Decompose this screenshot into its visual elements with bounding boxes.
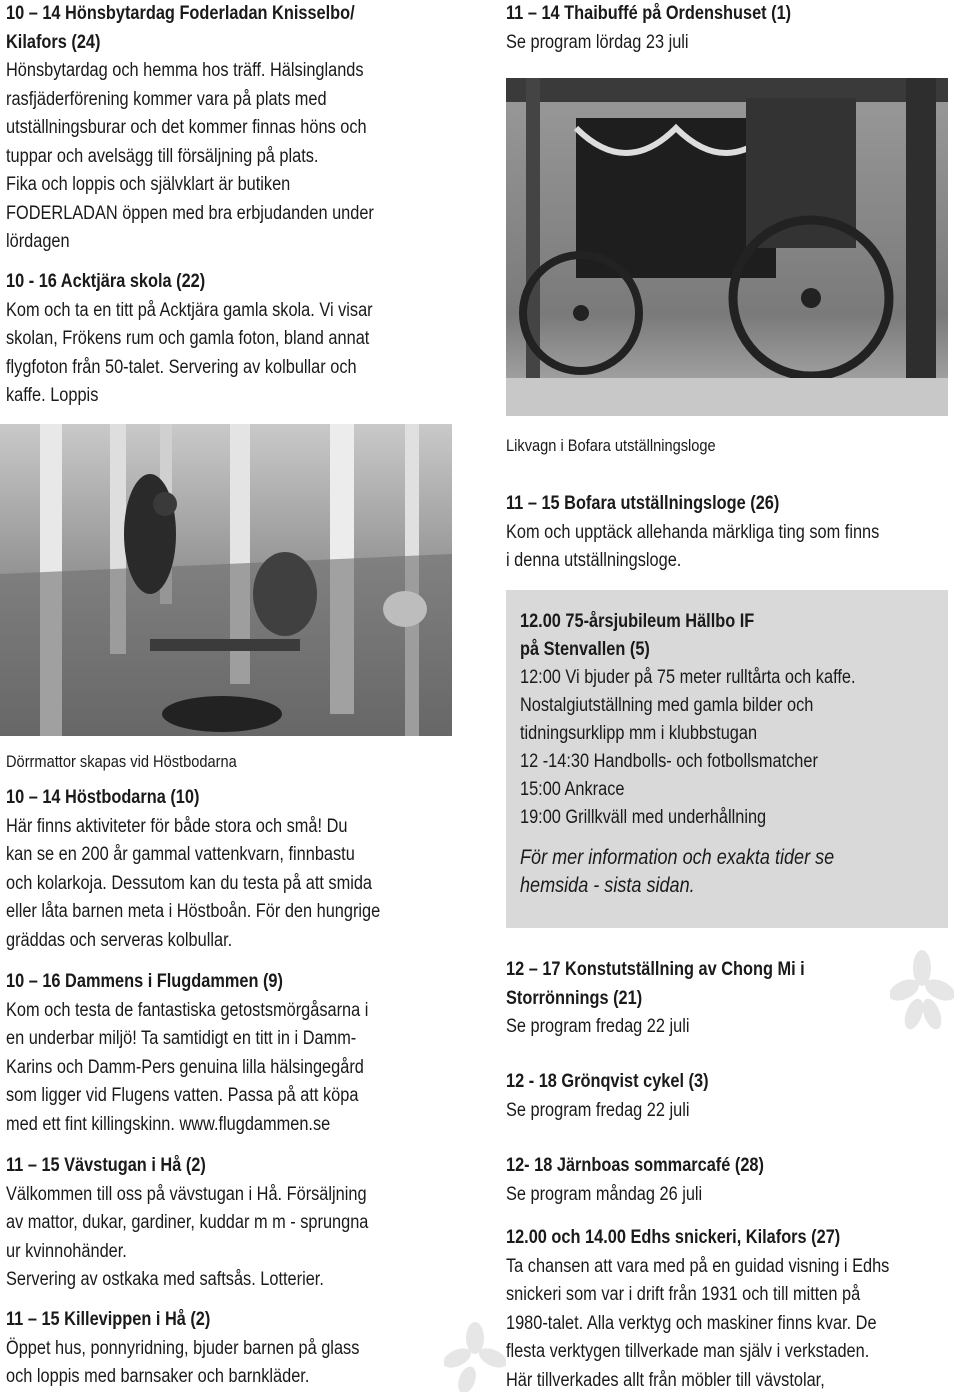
event-hostbodarna xyxy=(6,784,446,955)
event-line: Se program fredag 22 juli xyxy=(506,1016,690,1037)
event-gronqvist xyxy=(506,1068,946,1125)
box-note-line: hemsida - sista sidan. xyxy=(520,874,695,897)
event-line: Öppet hus, ponnyridning, bjuder barnen på glass xyxy=(6,1337,360,1359)
event-killevippen xyxy=(6,1306,446,1392)
event-line: rasfjäderförening kommer vara på plats med xyxy=(6,88,327,110)
event-vavstugan xyxy=(6,1152,446,1295)
event-title-cont: Storrönnings (21) xyxy=(506,987,643,1009)
event-line: med ett fint killingskinn. www.flugdammen.se xyxy=(6,1113,331,1135)
event-line: skolan, Frökens rum och gamla foton, bland annat xyxy=(6,328,370,349)
event-line: i denna utställningsloge. xyxy=(506,550,682,571)
event-line: Ta chansen att vara med på en guidad visning i Edhs xyxy=(506,1255,890,1277)
event-title: 10 – 14 Höstbodarna (10) xyxy=(6,787,200,808)
flower-icon xyxy=(444,1322,506,1392)
event-line: Se program måndag 26 juli xyxy=(506,1183,703,1205)
event-line: snickeri som var i drift från 1931 och till mitten på xyxy=(506,1284,861,1305)
event-line: av mattor, dukar, gardiner, kuddar m m - sprungna xyxy=(6,1212,369,1233)
event-line: gräddas och serveras kolbullar. xyxy=(6,929,233,951)
event-title: 12- 18 Järnboas sommarcafé (28) xyxy=(506,1155,764,1176)
event-honsbytardag xyxy=(6,0,446,257)
event-line: som ligger vid Flugens vatten. Passa på att köpa xyxy=(6,1085,359,1106)
box-title: 12.00 75-årsjubileum Hällbo IF xyxy=(520,611,755,632)
event-line: ur kvinnohänder. xyxy=(6,1240,127,1262)
event-line: och loppis med barnsaker och barnkläder. xyxy=(6,1366,310,1387)
event-line: kan se en 200 år gammal vattenkvarn, finnbastu xyxy=(6,844,355,865)
box-line: 15:00 Ankrace xyxy=(520,779,625,800)
box-line: 12 -14:30 Handbolls- och fotbollsmatcher xyxy=(520,751,818,772)
box-line: Nostalgiutställning med gamla bilder och xyxy=(520,695,814,716)
event-line: tuppar och avelsägg till försäljning på plats. xyxy=(6,145,319,167)
event-title-cont: Kilafors (24) xyxy=(6,31,101,53)
event-edhs-snickeri xyxy=(506,1224,946,1395)
event-line: Fika och loppis och självklart är butiken xyxy=(6,174,291,195)
event-title: 11 – 15 Killevippen i Hå (2) xyxy=(6,1309,211,1330)
event-title: 12.00 och 14.00 Edhs snickeri, Kilafors (27) xyxy=(506,1227,841,1248)
event-line: Se program lördag 23 juli xyxy=(506,31,689,53)
event-line: Se program fredag 22 juli xyxy=(506,1099,690,1121)
box-note-line: För mer information och exakta tider se xyxy=(520,846,835,869)
event-jarnboas xyxy=(506,1152,946,1209)
event-dammens xyxy=(6,968,446,1139)
event-line: eller låta barnen meta i Höstboån. För den hungrige xyxy=(6,901,381,922)
event-line: flesta verktygen tillverkade man själv i verkstaden. xyxy=(506,1341,870,1362)
event-bofara xyxy=(506,490,946,576)
event-acktjara xyxy=(6,268,446,411)
event-line: en underbar miljö! Ta samtidigt en titt in i Damm- xyxy=(6,1028,357,1049)
event-line: Här finns aktiviteter för både stora och små! Du xyxy=(6,815,348,837)
event-konstutstallning xyxy=(506,956,946,1042)
event-line: FODERLADAN öppen med bra erbjudanden under xyxy=(6,202,374,224)
photo-caption: Dörrmattor skapas vid Höstbodarna xyxy=(6,752,237,771)
event-line: Karins och Damm-Pers genuina lilla hälsingegård xyxy=(6,1056,364,1078)
info-box-hallbo xyxy=(506,590,948,928)
event-line: Servering av ostkaka med saftsås. Lotterier. xyxy=(6,1269,324,1290)
photo-hostbodarna xyxy=(0,424,452,736)
event-title: 12 - 18 Grönqvist cykel (3) xyxy=(506,1071,709,1092)
event-title: 11 – 15 Vävstugan i Hå (2) xyxy=(6,1155,206,1176)
event-title: 10 - 16 Acktjära skola (22) xyxy=(6,271,206,292)
event-line: kaffe. Loppis xyxy=(6,385,99,406)
event-title: 10 – 14 Hönsbytardag Foderladan Knisselbo/ xyxy=(6,3,355,24)
event-line: Välkommen till oss på vävstugan i Hå. Försäljning xyxy=(6,1183,367,1205)
event-line: Kom och testa de fantastiska getostsmörgåsarna i xyxy=(6,999,369,1021)
event-line: och kolarkoja. Dessutom kan du testa på att smida xyxy=(6,872,373,894)
event-title: 11 – 14 Thaibuffé på Ordenshuset (1) xyxy=(506,3,792,24)
event-title: 11 – 15 Bofara utställningsloge (26) xyxy=(506,493,780,514)
box-title-cont: på Stenvallen (5) xyxy=(520,639,650,660)
box-line: 12:00 Vi bjuder på 75 meter rulltårta och kaffe. xyxy=(520,667,856,688)
event-line: Hönsbytardag och hemma hos träff. Hälsinglands xyxy=(6,60,364,81)
event-line: Här tillverkades allt från möbler till vävstolar, xyxy=(506,1369,825,1391)
flower-icon xyxy=(890,950,954,1030)
event-line: utställningsburar och det kommer finnas höns och xyxy=(6,117,367,138)
box-line: tidningsurklipp mm i klubbstugan xyxy=(520,723,758,744)
event-thaibuffe xyxy=(506,0,946,57)
box-line: 19:00 Grillkväll med underhållning xyxy=(520,807,767,828)
event-line: lördagen xyxy=(6,231,70,252)
photo-likvagn xyxy=(506,78,948,416)
event-line: Kom och ta en titt på Acktjära gamla skola. Vi visar xyxy=(6,299,373,321)
event-title: 12 – 17 Konstutställning av Chong Mi i xyxy=(506,959,805,980)
event-line: Kom och upptäck allehanda märkliga ting som finns xyxy=(506,521,880,543)
event-line: flygfoton från 50-talet. Servering av kolbullar och xyxy=(6,356,357,378)
event-title: 10 – 16 Dammens i Flugdammen (9) xyxy=(6,971,283,992)
photo-caption: Likvagn i Bofara utställningsloge xyxy=(506,436,716,455)
event-line: 1980-talet. Alla verktyg och maskiner finns kvar. De xyxy=(506,1312,877,1334)
box-note xyxy=(520,844,941,900)
